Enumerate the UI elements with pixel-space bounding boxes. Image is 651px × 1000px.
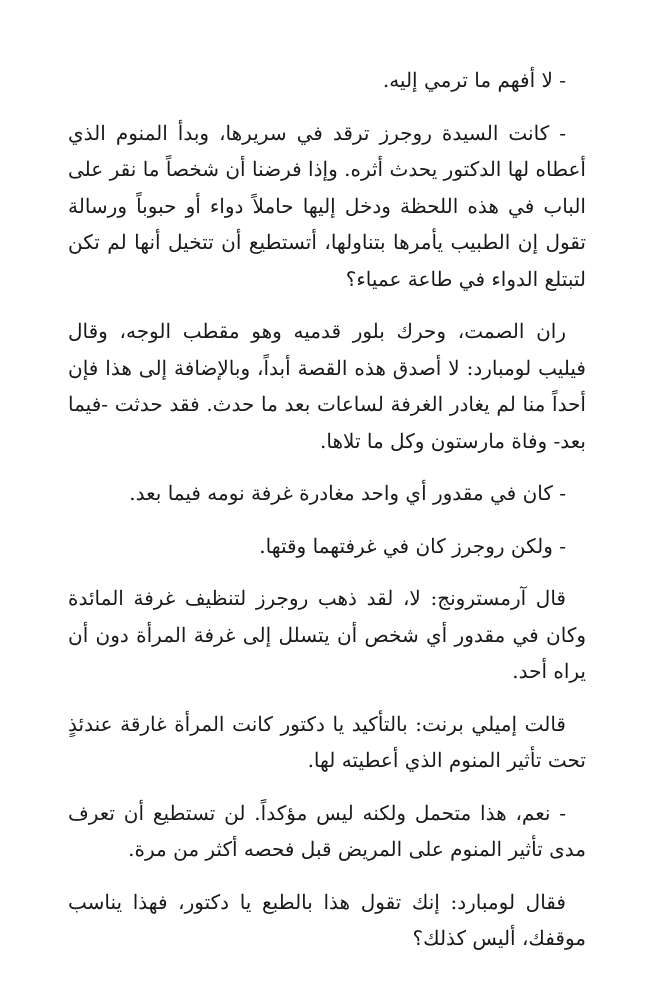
paragraph-9: فقال لومبارد: إنك تقول هذا بالطبع يا دكتور، فهذا يناسب موقفك، أليس كذلك؟ [68,889,586,950]
paragraph-5: - ولكن روجرز كان في غرفتهما وقتها. [259,533,566,558]
paragraph-8: - نعم، هذا متحمل ولكنه ليس مؤكداً. لن تستطيع أن تعرف مدى تأثير المنوم على المريض قبل فحصه أكثر من مرة. [68,800,586,861]
paragraph-4: - كان في مقدور أي واحد مغادرة غرفة نومه فيما بعد. [129,481,566,505]
paragraph-1: - لا أفهم ما ترمي إليه. [382,68,566,92]
book-page [68,62,586,973]
paragraph-2: - كانت السيدة روجرز ترقد في سريرها، وبدأ المنوم الذي أعطاه لها الدكتور يحدث أثره. وإذا فرضنا أن شخصاً ما نقر على الباب في هذه اللحظة ودخل إليها حاملاً دواء أو حبوباً ورسالة تقول إن الطبيب يأمرها بتناولها، أتستطيع أن تتخيل أنها لم تكن لتبتلع الدواء في طاعة عمياء؟ [68,120,586,291]
paragraph-3: ران الصمت، وحرك بلور قدميه وهو مقطب الوجه، وقال فيليب لومبارد: لا أصدق هذه القصة أبداً، وبالإضافة إلى هذا فإن أحداً منا لم يغادر الغرفة لساعات بعد ما حدث. فقد حدثت -فيما بعد- وفاة مارستون وكل ما تلاها. [68,319,586,453]
paragraph-6: قال آرمسترونج: لا، لقد ذهب روجرز لتنظيف غرفة المائدة وكان في مقدور أي شخص أن يتسلل إلى غرفة المرأة دون أن يراه أحد. [68,586,586,683]
paragraph-7: قالت إميلي برنت: بالتأكيد يا دكتور كانت المرأة غارقة عندئذٍ تحت تأثير المنوم الذي أعطيته لها. [68,711,586,772]
